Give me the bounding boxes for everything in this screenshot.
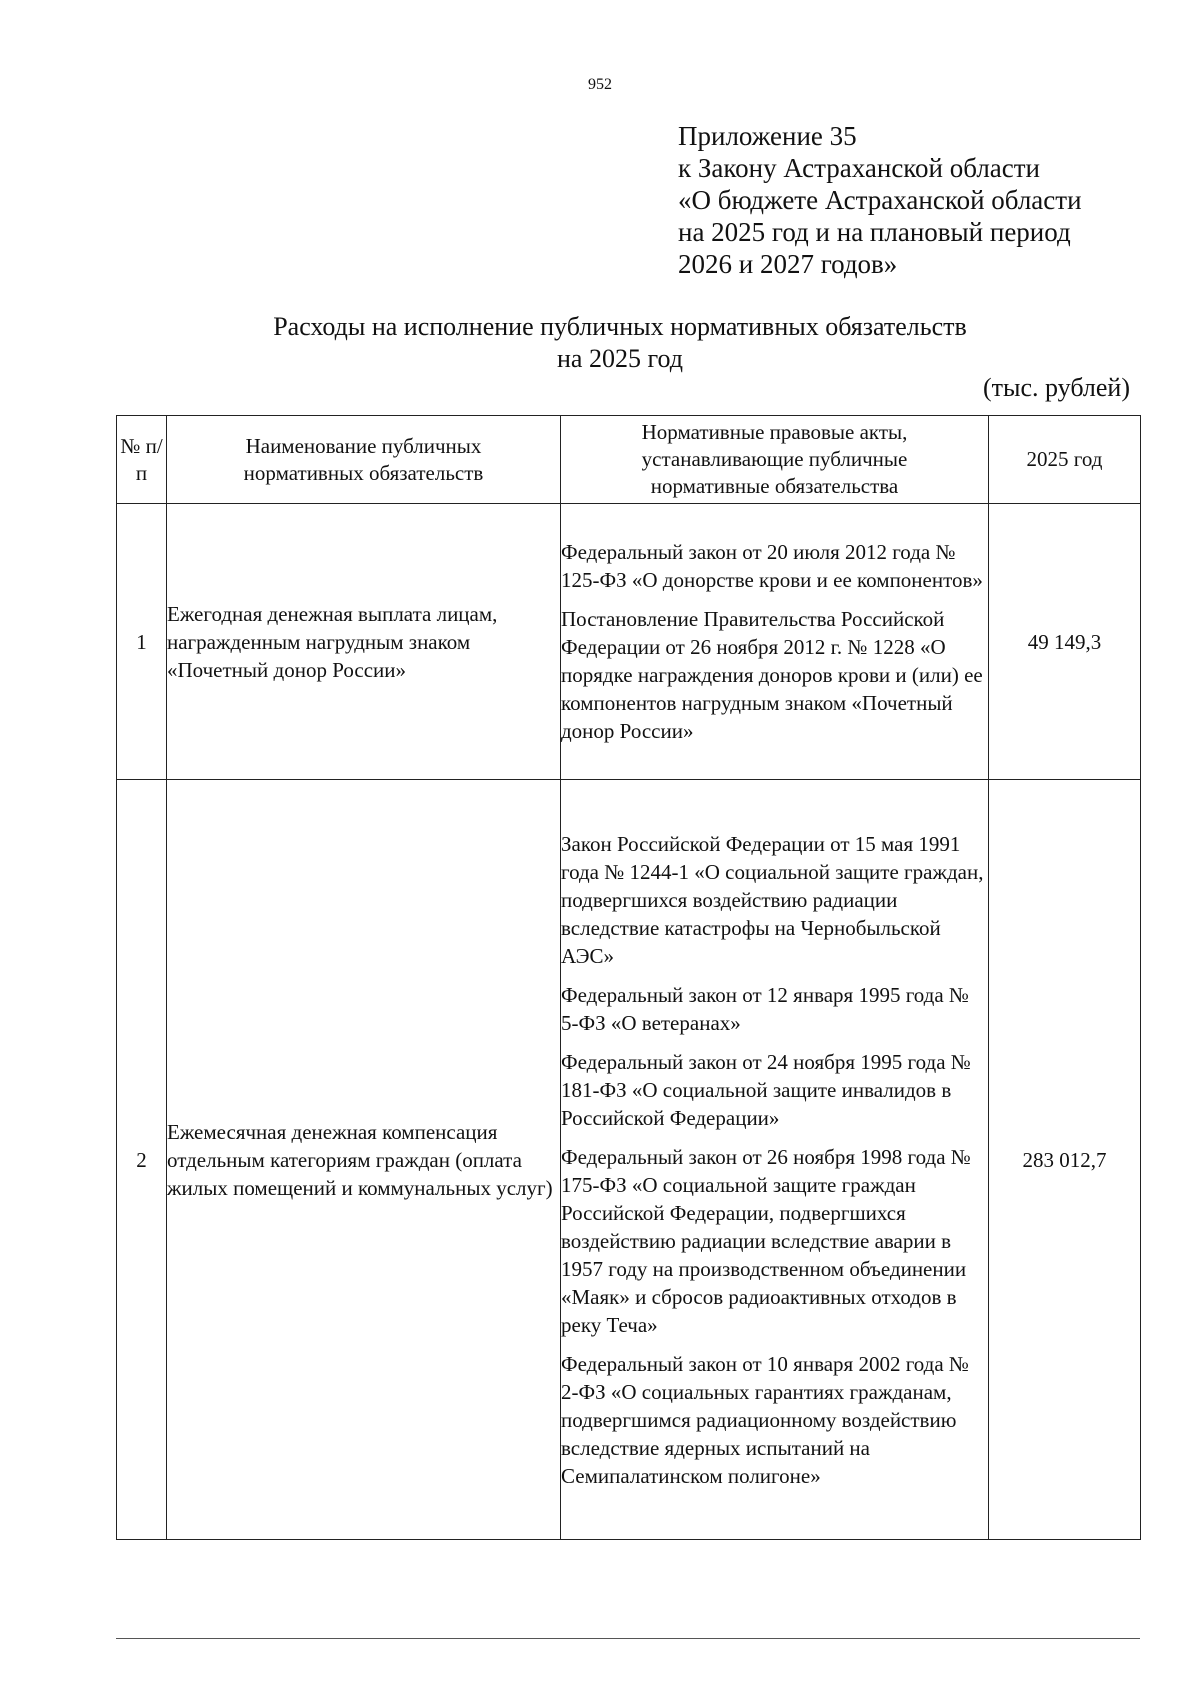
header-name: Наименование публичных нормативных обязательств bbox=[167, 416, 561, 504]
document-title bbox=[0, 311, 1200, 375]
appendix-header bbox=[678, 120, 1082, 280]
title-line-2: на 2025 год bbox=[557, 344, 683, 373]
legal-acts-cell bbox=[561, 780, 989, 1540]
legal-act: Федеральный закон от 12 января 1995 года № 5-ФЗ «О ветеранах» bbox=[561, 982, 969, 1035]
units-label: (тыс. рублей) bbox=[982, 373, 1130, 402]
legal-act: Закон Российской Федерации от 15 мая 1991 года № 1244-1 «О социальной защите граждан, подвергшихся воздействию радиации вследствие катастрофы на Чернобыльской АЭС» bbox=[561, 831, 984, 968]
table-header-row bbox=[117, 416, 1141, 504]
header-num: № п/п bbox=[117, 416, 167, 504]
header-acts: Нормативные правовые акты, устанавливающие публичные нормативные обязательства bbox=[561, 416, 989, 504]
legal-act: Постановление Правительства Российской Федерации от 26 ноября 2012 г. № 1228 «О порядке награждения доноров крови и (или) ее компонентов нагрудным знаком «Почетный донор России» bbox=[561, 607, 983, 743]
appendix-line: «О бюджете Астраханской области bbox=[678, 185, 1082, 215]
obligation-name: Ежегодная денежная выплата лицам, награжденным нагрудным знаком «Почетный донор России» bbox=[167, 504, 561, 780]
table-row bbox=[117, 504, 1141, 780]
amount-2025: 283 012,7 bbox=[989, 780, 1141, 1540]
amount-2025: 49 149,3 bbox=[989, 504, 1141, 780]
obligations-table bbox=[116, 415, 1141, 1540]
page-number: 952 bbox=[588, 76, 612, 93]
legal-acts-cell bbox=[561, 504, 989, 780]
header-year: 2025 год bbox=[989, 416, 1141, 504]
row-number: 1 bbox=[117, 504, 167, 780]
legal-act: Федеральный закон от 20 июля 2012 года № 125-ФЗ «О донорстве крови и ее компонентов» bbox=[561, 540, 983, 592]
legal-act: Федеральный закон от 24 ноября 1995 года № 181-ФЗ «О социальной защите инвалидов в Российской Федерации» bbox=[561, 1049, 971, 1130]
appendix-line: к Закону Астраханской области bbox=[678, 153, 1041, 183]
appendix-line: Приложение 35 bbox=[678, 121, 857, 151]
appendix-line: 2026 и 2027 годов» bbox=[678, 249, 898, 279]
obligation-name: Ежемесячная денежная компенсация отдельным категориям граждан (оплата жилых помещений и коммунальных услуг) bbox=[167, 780, 561, 1540]
legal-act: Федеральный закон от 10 января 2002 года № 2-ФЗ «О социальных гарантиях гражданам, подвергшимся радиационному воздействию вследствие ядерных испытаний на Семипалатинском полигоне» bbox=[561, 1351, 969, 1488]
title-line-1: Расходы на исполнение публичных нормативных обязательств bbox=[273, 312, 967, 341]
bottom-rule bbox=[116, 1638, 1140, 1639]
table-row bbox=[117, 780, 1141, 1540]
legal-act: Федеральный закон от 26 ноября 1998 года № 175-ФЗ «О социальной защите граждан Российской Федерации, подвергшихся воздействию радиации вследствие аварии в 1957 году на производственном объединении «Маяк» и сбросов радиоактивных отходов в реку Теча» bbox=[561, 1144, 971, 1337]
row-number: 2 bbox=[117, 780, 167, 1540]
appendix-line: на 2025 год и на плановый период bbox=[678, 217, 1071, 247]
